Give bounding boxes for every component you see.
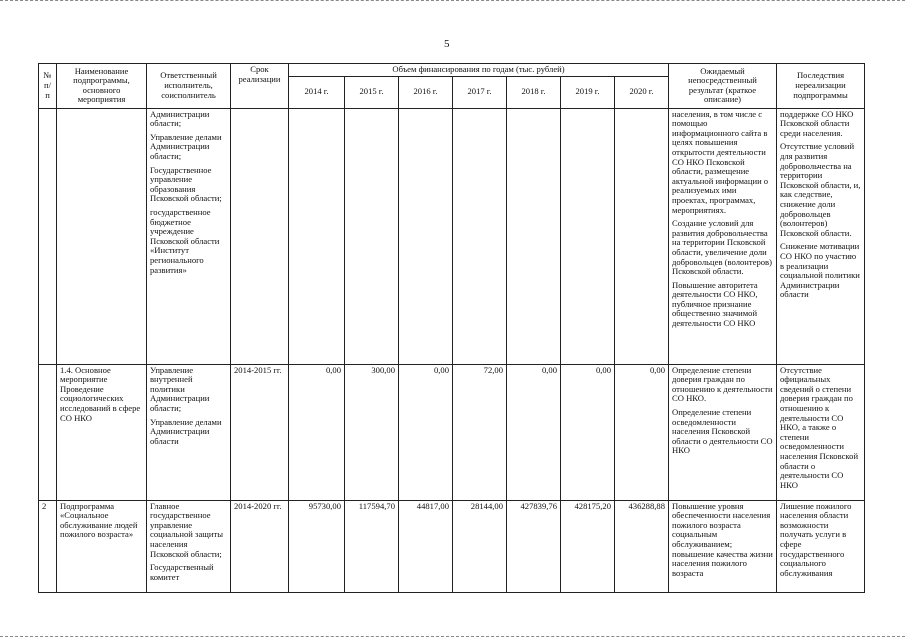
- row-value: 0,00: [289, 364, 345, 500]
- header-executor: Ответственный исполнитель, соисполнитель: [147, 64, 231, 109]
- row-result: [669, 500, 777, 592]
- header-year: 2020 г.: [615, 76, 669, 108]
- header-year: 2018 г.: [507, 76, 561, 108]
- row-term: 2014-2015 гг.: [231, 364, 289, 500]
- header-result: Ожидаемый непосредственный результат (краткое описание): [669, 64, 777, 109]
- program-table: [38, 63, 865, 593]
- row-value: [345, 108, 399, 364]
- executor-item: Государственное управление образования Псковской области;: [150, 164, 222, 204]
- row-value: 0,00: [507, 364, 561, 500]
- consequence-item: Снижение мотивации СО НКО по участию в реализации социальной политики Администрации области: [780, 241, 860, 300]
- row-value: 72,00: [453, 364, 507, 500]
- consequence-item: Отсутствие официальных сведений о степени доверия граждан по отношению к деятельности СО НКО, а также о степени осведомленности населения Псковской области о деятельности СО НКО: [780, 364, 859, 490]
- result-item: Определение степени доверия граждан по отношению к деятельности СО НКО.: [672, 364, 773, 404]
- row-value: [561, 108, 615, 364]
- row-executor: [147, 500, 231, 592]
- row-consequences: [777, 364, 865, 500]
- row-value: [289, 108, 345, 364]
- row-value: 0,00: [615, 364, 669, 500]
- row-term: 2014-2020 гг.: [231, 500, 289, 592]
- row-term: [231, 108, 289, 364]
- row-value: 28144,00: [453, 500, 507, 592]
- row-num: [39, 364, 57, 500]
- scan-top-edge: [0, 0, 905, 3]
- table-row: [39, 108, 865, 364]
- result-item: Повышение авторитета деятельности СО НКО, публичное признание общественно значимой деятельности СО НКО: [672, 279, 758, 329]
- header-num: № п/п: [39, 64, 57, 109]
- executor-item: государственное бюджетное учреждение Псковской области «Институт регионального развития»: [150, 206, 220, 275]
- row-value: 300,00: [345, 364, 399, 500]
- row-executor: [147, 108, 231, 364]
- row-value: 44817,00: [399, 500, 453, 592]
- row-value: [507, 108, 561, 364]
- consequence-item: Лишение пожилого населения области возможности получать услуги в сфере государственного социального обслуживания: [780, 500, 852, 578]
- result-item: Создание условий для развития добровольчества на территории Псковской области, увеличение доли добровольцев (волонтеров) Псковской области.: [672, 218, 772, 277]
- executor-item: Главное государственное управление социальной защиты населения Псковской области;: [150, 500, 224, 559]
- row-name: [57, 108, 147, 364]
- row-value: 436288,88: [615, 500, 669, 592]
- row-value: 0,00: [561, 364, 615, 500]
- consequence-item: поддержке СО НКО Псковской области среди населения.: [780, 108, 854, 138]
- executor-item: Управление делами Администрации области;: [150, 131, 222, 161]
- table-row: [39, 364, 865, 500]
- row-num: 2: [39, 500, 57, 592]
- row-result: [669, 364, 777, 500]
- header-funding: Объем финансирования по годам (тыс. рублей): [289, 64, 669, 77]
- row-value: 117594,70: [345, 500, 399, 592]
- header-year: 2017 г.: [453, 76, 507, 108]
- executor-item: Государственный комитет: [150, 562, 214, 582]
- page-number: 5: [444, 38, 450, 50]
- executor-item: Управление делами Администрации области: [150, 416, 222, 446]
- row-value: [615, 108, 669, 364]
- row-consequences: [777, 500, 865, 592]
- row-name: Подпрограмма «Социальное обслуживание людей пожилого возраста»: [57, 500, 147, 592]
- header-consequences: Последствия нереализации подпрограммы: [777, 64, 865, 109]
- result-item: населения, в том числе с помощью информационного сайта в целях повышения открытости деятельности СО НКО Псковской области, размещение актуальной информации о реализуемых ими проектах, программах, мероприятиях.: [672, 108, 769, 215]
- header-year: 2019 г.: [561, 76, 615, 108]
- row-value: [453, 108, 507, 364]
- row-result: [669, 108, 777, 364]
- header-name: Наименование подпрограммы, основного мероприятия: [57, 64, 147, 109]
- executor-item: Управление внутренней политики Администрации области;: [150, 364, 210, 413]
- row-value: 427839,76: [507, 500, 561, 592]
- row-value: 0,00: [399, 364, 453, 500]
- executor-item: Администрации области;: [150, 108, 210, 129]
- header-year: 2014 г.: [289, 76, 345, 108]
- row-value: [399, 108, 453, 364]
- result-item: Повышение уровня обеспеченности населения пожилого возраста социальным обслуживанием; повышение качества жизни населения пожилого возраста: [672, 500, 773, 578]
- row-value: 95730,00: [289, 500, 345, 592]
- header-year: 2015 г.: [345, 76, 399, 108]
- row-executor: [147, 364, 231, 500]
- consequence-item: Отсутствие условий для развития добровольчества на территории Псковской области, и, как следствие, снижение доли добровольцев (волонтеров) Псковской области.: [780, 141, 861, 238]
- result-item: Определение степени осведомленности населения Псковской области о деятельности СО НКО: [672, 406, 773, 456]
- row-name: 1.4. Основное мероприятие Проведение социологических исследований в сфере СО НКО: [57, 364, 147, 500]
- row-consequences: [777, 108, 865, 364]
- scan-bottom-edge: [0, 636, 905, 639]
- row-num: [39, 108, 57, 364]
- header-year: 2016 г.: [399, 76, 453, 108]
- table-row: [39, 500, 865, 592]
- header-term: Срок реализации: [231, 64, 289, 109]
- row-value: 428175,20: [561, 500, 615, 592]
